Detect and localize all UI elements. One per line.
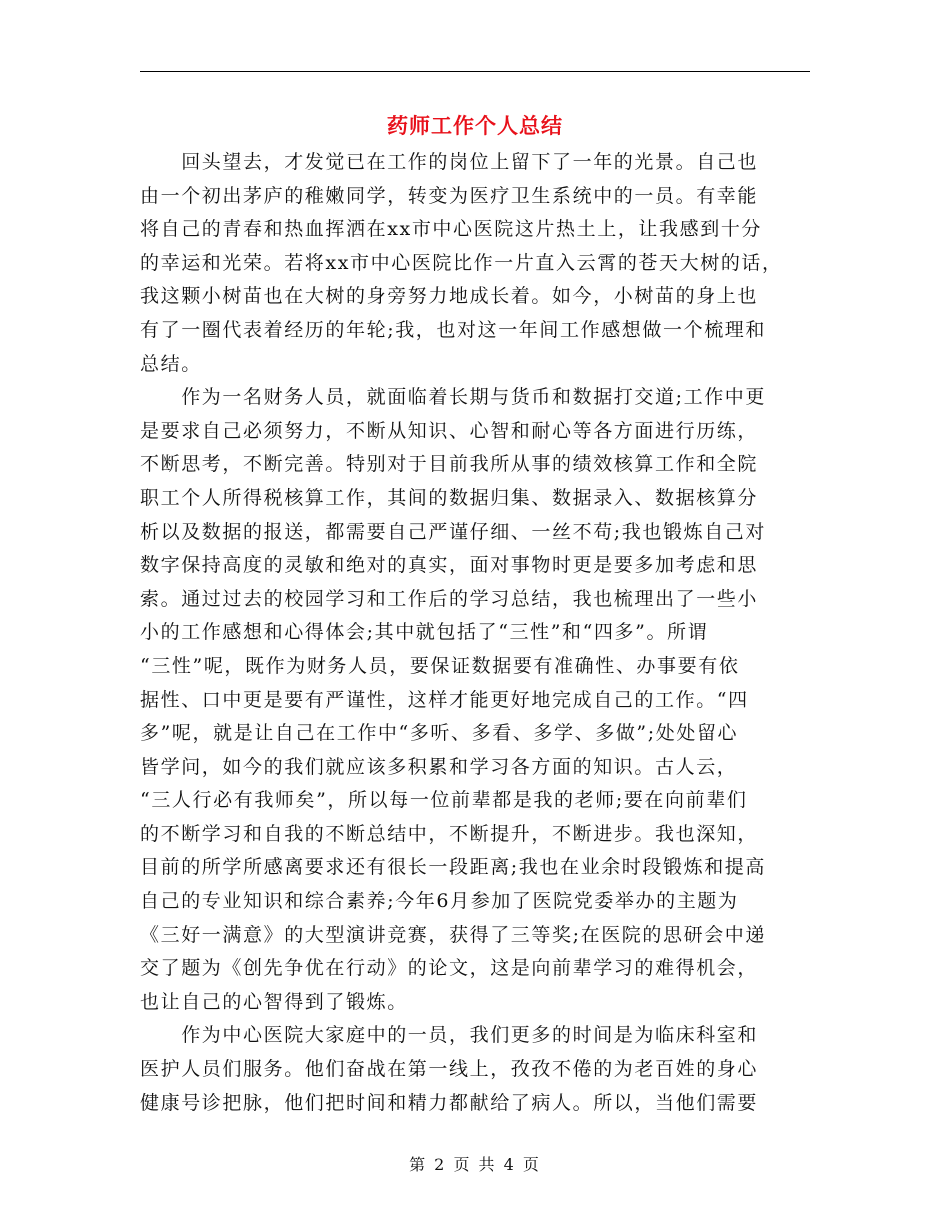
- body-line: 健康号诊把脉，他们把时间和精力都献给了病人。所以，当他们需要: [140, 1091, 759, 1114]
- body-line: 《三好一满意》的大型演讲竞赛，获得了三等奖;在医院的思研会中递: [140, 923, 767, 946]
- body-line: 我这颗小树苗也在大树的身旁努力地成长着。如今，小树苗的身上也: [140, 285, 759, 308]
- body-line: 多”呢，就是让自己在工作中“多听、多看、多学、多做”;处处留心: [140, 722, 739, 745]
- body-line: 据性、口中更是要有严谨性，这样才能更好地完成自己的工作。“四: [140, 688, 749, 711]
- body-line: 也让自己的心智得到了锻炼。: [140, 990, 408, 1013]
- body-line: 有了一圈代表着经历的年轮;我，也对这一年间工作感想做一个梳理和: [140, 318, 767, 341]
- body-line: “三性”呢，既作为财务人员，要保证数据要有准确性、办事要有依: [140, 654, 740, 677]
- body-line: 索。通过过去的校园学习和工作后的学习总结，我也梳理出了一些小: [140, 587, 759, 610]
- header-rule: [140, 71, 810, 72]
- body-line: 交了题为《创先争优在行动》的论文，这是向前辈学习的难得机会，: [140, 957, 759, 980]
- body-line: 是要求自己必须努力，不断从知识、心智和耐心等各方面进行历练，: [140, 419, 759, 442]
- body-line: 的幸运和光荣。若将xx市中心医院比作一片直入云霄的苍天大树的话，: [140, 251, 783, 274]
- body-line: 的不断学习和自我的不断总结中，不断提升，不断进步。我也深知，: [140, 822, 759, 845]
- body-line: 目前的所学所感离要求还有很长一段距离;我也在业余时段锻炼和提高: [140, 856, 767, 879]
- body-line: 回头望去，才发觉已在工作的岗位上留下了一年的光景。自己也: [140, 151, 759, 173]
- body-line: 小的工作感想和心得体会;其中就包括了“三性”和“四多”。所谓: [140, 621, 709, 644]
- body-line: 不断思考，不断完善。特别对于目前我所从事的绩效核算工作和全院: [140, 453, 759, 476]
- document-title: 药师工作个人总结: [387, 113, 563, 138]
- body-line: 作为中心医院大家庭中的一员，我们更多的时间是为临床科室和: [140, 1024, 759, 1047]
- body-line: 数字保持高度的灵敏和绝对的真实，面对事物时更是要多加考虑和思: [140, 554, 759, 577]
- page-number: 第 2 页 共 4 页: [409, 1155, 541, 1174]
- body-line: 析以及数据的报送，都需要自己严谨仔细、一丝不苟;我也锻炼自己对: [140, 520, 767, 543]
- body-line: 总结。: [140, 352, 202, 375]
- body-line: 将自己的青春和热血挥洒在xx市中心医院这片热土上，让我感到十分: [140, 218, 763, 241]
- body-line: 由一个初出茅庐的稚嫩同学，转变为医疗卫生系统中的一员。有幸能: [140, 184, 759, 207]
- body-line: “三人行必有我师矣”，所以每一位前辈都是我的老师;要在向前辈们: [140, 789, 748, 812]
- body-line: 职工个人所得税核算工作，其间的数据归集、数据录入、数据核算分: [140, 486, 759, 509]
- body-line: 医护人员们服务。他们奋战在第一线上，孜孜不倦的为老百姓的身心: [140, 1058, 759, 1081]
- body-line: 自己的专业知识和综合素养;今年6月参加了医院党委举办的主题为: [140, 890, 739, 913]
- body-line: 作为一名财务人员，就面临着长期与货币和数据打交道;工作中更: [140, 386, 767, 409]
- document-body: [140, 146, 810, 1120]
- body-line: 皆学问，如今的我们就应该多积累和学习各方面的知识。古人云，: [140, 755, 738, 778]
